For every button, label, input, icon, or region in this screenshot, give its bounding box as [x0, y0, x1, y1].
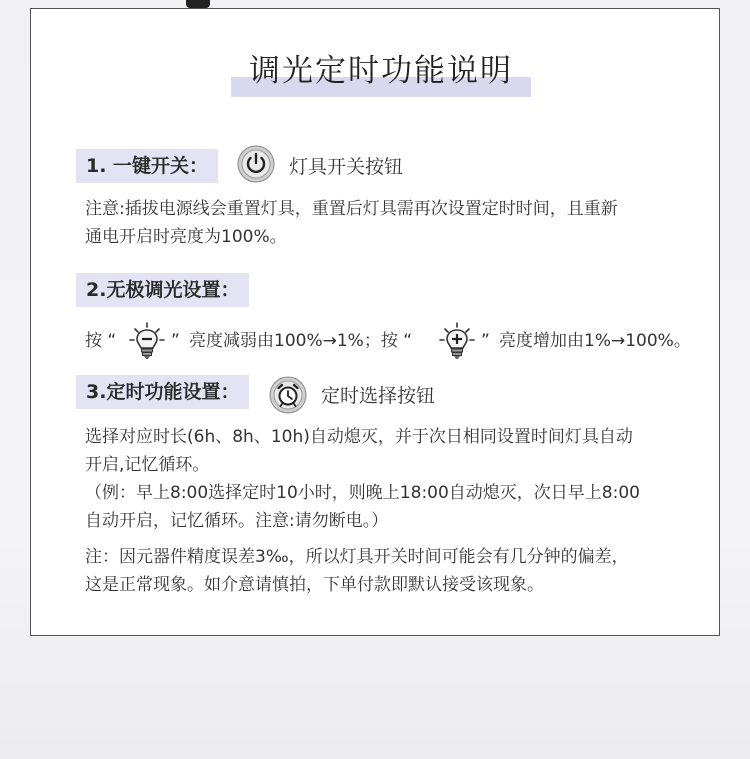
quote-close-1: ”: [171, 331, 180, 351]
power-button-label: 灯具开关按钮: [289, 156, 404, 178]
lamp-stem-decor: [186, 0, 210, 8]
decrease-text: 亮度减弱由100%→1%；按 “: [189, 331, 413, 351]
bulb-plus-icon: [437, 321, 477, 361]
power-note-line1: 注意:插拔电源线会重置灯具，重置后灯具需再次设置定时时间，且重新: [85, 199, 618, 219]
quote-close-2: ”: [481, 331, 490, 351]
bulb-minus-icon: [127, 321, 167, 361]
timer-description: [85, 423, 705, 535]
power-note-line2: 通电开启时亮度为100%。: [85, 227, 287, 247]
precision-note: [85, 543, 705, 599]
timer-button-label: 定时选择按钮: [321, 385, 436, 407]
timer-line4: 自动开启，记忆循环。注意:请勿断电。）: [85, 511, 389, 531]
timer-line1: 选择对应时长(6h、8h、10h)自动熄灭，并于次日相同设置时间灯具自动: [85, 427, 633, 447]
title-block: [231, 49, 531, 101]
press-prefix-1: 按 “: [85, 331, 117, 351]
increase-text: 亮度增加由1%→100%。: [499, 331, 691, 351]
alarm-clock-icon: [268, 375, 308, 415]
power-button-icon: [236, 144, 276, 184]
section-heading-power: 1. 一键开关：: [76, 149, 218, 183]
precision-note-line1: 注：因元器件精度误差3‰，所以灯具开关时间可能会有几分钟的偏差，: [85, 547, 629, 567]
timer-line2: 开启,记忆循环。: [85, 455, 210, 475]
timer-line3: （例：早上8:00选择定时10小时，则晚上18:00自动熄灭，次日早上8:00: [85, 483, 640, 503]
page-title: 调光定时功能说明: [249, 53, 513, 89]
power-note: [85, 195, 705, 251]
section-heading-timer: 3.定时功能设置：: [76, 375, 249, 409]
instruction-card: [30, 8, 720, 636]
precision-note-line2: 这是正常现象。如介意请慎拍，下单付款即默认接受该现象。: [85, 575, 544, 595]
section-heading-dimming: 2.无极调光设置：: [76, 273, 249, 307]
